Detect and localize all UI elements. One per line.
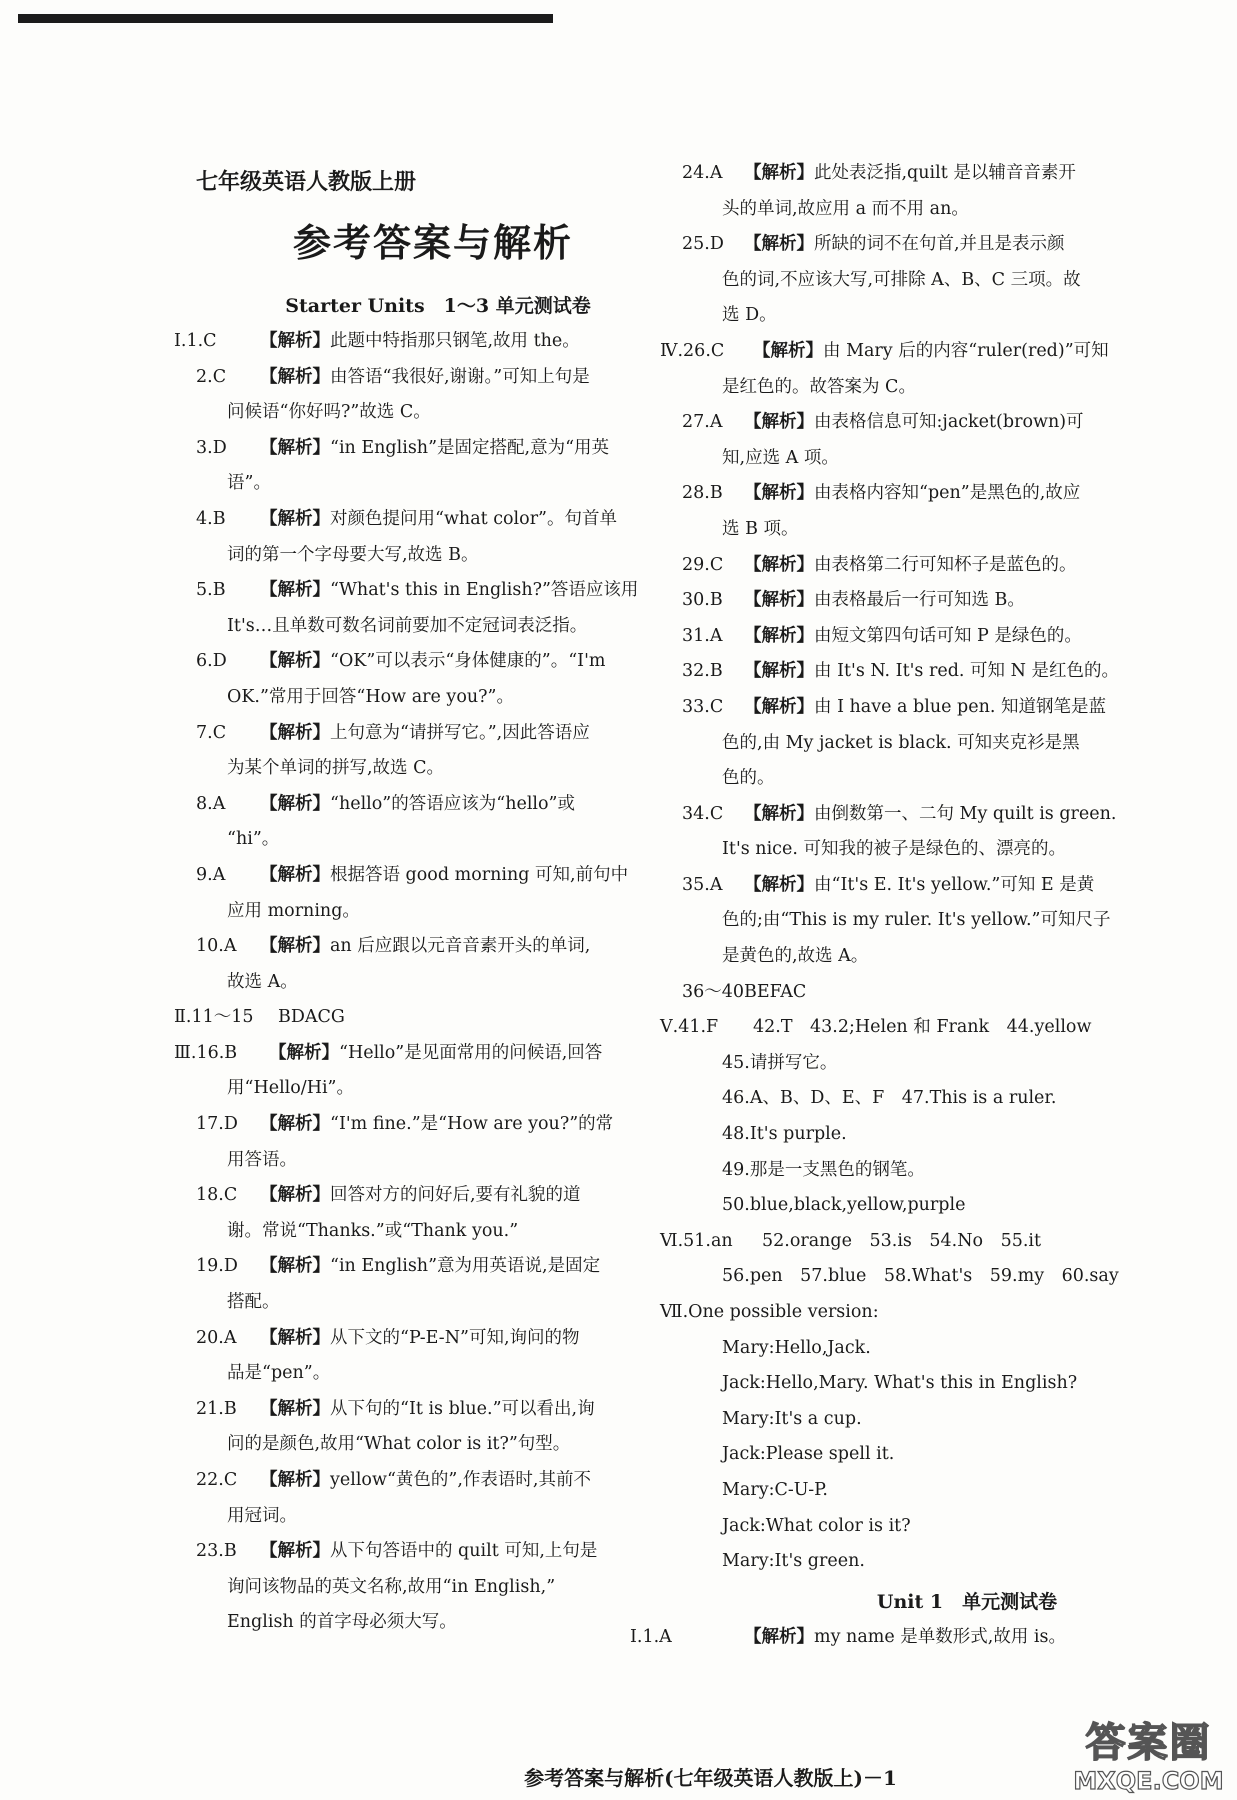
answer-line: Mary:It's green. bbox=[722, 1551, 865, 1572]
answer-item bbox=[722, 1437, 1212, 1473]
answer-item bbox=[722, 1509, 1212, 1545]
answer-item bbox=[722, 1081, 1212, 1117]
answer-item bbox=[196, 573, 680, 644]
answer-line: 49.那是一支黑色的钢笔。 bbox=[722, 1159, 925, 1180]
answer-item bbox=[722, 1331, 1212, 1367]
answer-label: Ⅳ.26.C bbox=[660, 340, 725, 361]
answer-item bbox=[682, 156, 1212, 227]
answer-line: 【解析】由短文第四句话可知 P 是绿色的。 bbox=[744, 625, 1082, 646]
answer-item bbox=[682, 476, 1212, 547]
answer-line: 【解析】由表格内容知“pen”是黑色的,故应 bbox=[744, 483, 1081, 504]
answer-item bbox=[682, 654, 1212, 690]
answer-item bbox=[722, 1188, 1212, 1224]
answer-item bbox=[682, 619, 1212, 655]
answer-line: 语”。 bbox=[227, 473, 271, 494]
book-subtitle: 七年级英语人教版上册 bbox=[196, 169, 417, 195]
answer-line: 色的词,不应该大写,可排除 A、B、C 三项。故 bbox=[722, 269, 1081, 290]
answer-line: Jack:Hello,Mary. What's this in English? bbox=[722, 1373, 1078, 1394]
answer-item bbox=[174, 324, 680, 360]
answer-line: 【解析】回答对方的问好后,要有礼貌的道 bbox=[260, 1185, 581, 1206]
answer-item bbox=[682, 868, 1212, 975]
answer-line: 【解析】根据答语 good morning 可知,前句中 bbox=[260, 864, 629, 885]
answer-item bbox=[196, 1392, 680, 1463]
answer-line: 【解析】由答语“我很好,谢谢。”可知上句是 bbox=[260, 366, 590, 387]
answer-item bbox=[722, 1153, 1212, 1189]
answer-label: 6.D bbox=[196, 651, 227, 672]
page-title: 参考答案与解析 bbox=[292, 220, 573, 265]
answer-line: It's…且单数可数名词前要加不定冠词表泛指。 bbox=[227, 615, 588, 636]
answer-line: 色的;由“This is my ruler. It's yellow.”可知尺子 bbox=[722, 910, 1111, 931]
answer-line: 【解析】yellow“黄色的”,作表语时,其前不 bbox=[260, 1470, 591, 1490]
answer-label: Ⅴ.41.F bbox=[660, 1017, 719, 1038]
answer-line: 知,应选 A 项。 bbox=[722, 447, 839, 468]
answer-line: 【解析】由 It's N. It's red. 可知 N 是红色的。 bbox=[744, 661, 1119, 682]
answer-line: 【解析】由 Mary 后的内容“ruler(red)”可知 bbox=[753, 340, 1109, 361]
answer-item bbox=[682, 690, 1212, 797]
answer-line: 【解析】由表格第二行可知杯子是蓝色的。 bbox=[744, 554, 1077, 575]
answer-label: 23.B bbox=[196, 1541, 237, 1562]
left-column bbox=[174, 156, 680, 1641]
section-heading-starter: Starter Units 1～3 单元测试卷 bbox=[285, 295, 591, 317]
answer-item bbox=[196, 929, 680, 1000]
answer-item bbox=[722, 1259, 1212, 1295]
answer-item bbox=[196, 787, 680, 858]
answer-item bbox=[722, 1117, 1212, 1153]
answer-line: 【解析】由表格信息可知:jacket(brown)可 bbox=[744, 412, 1084, 433]
answer-line: 【解析】从下文的“P-E-N”可知,询问的物 bbox=[260, 1327, 580, 1348]
answer-item bbox=[722, 1402, 1212, 1438]
answer-item bbox=[682, 227, 1212, 334]
answer-item bbox=[682, 583, 1212, 619]
answer-line: 词的第一个字母要大写,故选 B。 bbox=[227, 544, 479, 565]
answer-line: 【解析】由 I have a blue pen. 知道钢笔是蓝 bbox=[744, 696, 1106, 717]
answer-item bbox=[722, 1473, 1212, 1509]
answer-label: 25.D bbox=[682, 234, 724, 255]
answer-item bbox=[196, 1107, 680, 1178]
answer-list-unit1 bbox=[630, 1620, 1212, 1656]
answer-line: 谢。常说“Thanks.”或“Thank you.” bbox=[227, 1220, 519, 1241]
answer-label: 17.D bbox=[196, 1114, 238, 1135]
answer-line: 询问该物品的英文名称,故用“in English,” bbox=[227, 1576, 556, 1597]
watermark-logo-bottom: MXQE.COM bbox=[1073, 1767, 1224, 1795]
answer-label: 8.A bbox=[196, 793, 226, 814]
answer-line: 【解析】由“It's E. It's yellow.”可知 E 是黄 bbox=[744, 874, 1095, 895]
answer-label: 30.B bbox=[682, 590, 723, 611]
answer-label: 35.A bbox=[682, 874, 723, 895]
answer-label: Ⅰ.1.C bbox=[174, 331, 217, 351]
right-column bbox=[630, 156, 1212, 1655]
answer-line: 48.It's purple. bbox=[722, 1124, 847, 1145]
answer-line: English 的首字母必须大写。 bbox=[227, 1612, 457, 1633]
answer-line: 【解析】“hello”的答语应该为“hello”或 bbox=[260, 793, 575, 814]
answer-label: 19.D bbox=[196, 1256, 238, 1277]
answer-line: 是红色的。故答案为 C。 bbox=[722, 376, 916, 397]
answer-line: 问的是颜色,故用“What color is it?”句型。 bbox=[227, 1434, 571, 1455]
answer-line: 色的。 bbox=[722, 768, 775, 789]
answer-line: Mary:Hello,Jack. bbox=[722, 1337, 871, 1358]
answer-line: 用答语。 bbox=[227, 1149, 297, 1170]
answer-item bbox=[196, 1178, 680, 1249]
answer-label: 4.B bbox=[196, 508, 226, 529]
answer-item bbox=[722, 1366, 1212, 1402]
answer-label: 21.B bbox=[196, 1398, 237, 1419]
answer-line: 52.orange 53.is 54.No 55.it bbox=[762, 1230, 1042, 1251]
answer-line: 【解析】由表格最后一行可知选 B。 bbox=[744, 590, 1025, 611]
answer-item bbox=[196, 1534, 680, 1641]
answer-line: 问候语“你好吗?”故选 C。 bbox=[227, 402, 431, 423]
answer-list-left bbox=[174, 324, 680, 1641]
answer-label: Ⅲ.16.B bbox=[174, 1042, 238, 1063]
answer-line: 搭配。 bbox=[227, 1292, 280, 1313]
answer-line: 应用 morning。 bbox=[227, 900, 360, 921]
answer-label: 7.C bbox=[196, 722, 227, 743]
answer-item bbox=[196, 1249, 680, 1320]
answer-line: 【解析】my name 是单数形式,故用 is。 bbox=[744, 1626, 1066, 1647]
answer-item bbox=[196, 716, 680, 787]
answer-item bbox=[682, 548, 1212, 584]
answer-line: 品是“pen”。 bbox=[227, 1363, 331, 1384]
answer-line: 【解析】此处表泛指,quilt 是以辅音音素开 bbox=[744, 163, 1076, 183]
answer-line: 【解析】“Hello”是见面常用的问候语,回答 bbox=[269, 1042, 603, 1063]
watermark-logo-top: 答案圈 bbox=[1085, 1719, 1212, 1766]
answer-item bbox=[196, 431, 680, 502]
answer-line: 选 D。 bbox=[722, 305, 777, 326]
answer-line: OK.”常用于回答“How are you?”。 bbox=[227, 686, 514, 707]
answer-line: 用冠词。 bbox=[227, 1505, 297, 1526]
answer-line: BEFAC bbox=[744, 981, 807, 1002]
section-heading-unit1: Unit 1 单元测试卷 bbox=[876, 1590, 1058, 1613]
answer-label: Ⅶ.One possible version: bbox=[660, 1302, 879, 1322]
answer-item bbox=[722, 1046, 1212, 1082]
answer-line: 为某个单词的拼写,故选 C。 bbox=[227, 758, 445, 779]
answer-label: 5.B bbox=[196, 580, 226, 601]
answer-line: 用“Hello/Hi”。 bbox=[227, 1078, 354, 1099]
page-footer: 参考答案与解析(七年级英语人教版上)－1 bbox=[524, 1766, 897, 1790]
answer-label: 36～40 bbox=[682, 981, 745, 1002]
answer-line: “hi”。 bbox=[227, 829, 280, 850]
answer-label: 10.A bbox=[196, 936, 237, 957]
answer-label: 27.A bbox=[682, 412, 723, 433]
site-watermark-logo bbox=[1066, 1720, 1231, 1798]
answer-line: It's nice. 可知我的被子是绿色的、漂亮的。 bbox=[722, 839, 1066, 860]
answer-line: 56.pen 57.blue 58.What's 59.my 60.say bbox=[722, 1266, 1119, 1287]
answer-line: Mary:It's a cup. bbox=[722, 1408, 862, 1429]
top-rule bbox=[18, 14, 553, 23]
answer-label: 32.B bbox=[682, 661, 723, 682]
answer-item bbox=[660, 1224, 1212, 1260]
answer-line: BDACG bbox=[278, 1007, 345, 1028]
answer-label: 24.A bbox=[682, 163, 723, 183]
answer-line: 色的,由 My jacket is black. 可知夹克衫是黑 bbox=[722, 732, 1080, 753]
answer-label: 31.A bbox=[682, 625, 723, 646]
answer-label: Ⅱ.11～15 bbox=[174, 1007, 254, 1028]
answer-line: 【解析】从下句答语中的 quilt 可知,上句是 bbox=[260, 1541, 598, 1562]
answer-line: 45.请拼写它。 bbox=[722, 1052, 838, 1073]
answer-line: 【解析】所缺的词不在句首,并且是表示颜 bbox=[744, 234, 1065, 255]
answer-label: 28.B bbox=[682, 483, 723, 504]
answer-item bbox=[682, 797, 1212, 868]
answer-line: 42.T 43.2;Helen 和 Frank 44.yellow bbox=[753, 1017, 1092, 1038]
answer-line: 【解析】“OK”可以表示“身体健康的”。“I'm bbox=[260, 651, 606, 672]
answer-line: 【解析】an 后应跟以元音音素开头的单词, bbox=[260, 936, 591, 957]
answer-item bbox=[174, 1036, 680, 1107]
answer-item bbox=[196, 644, 680, 715]
answer-line: 选 B 项。 bbox=[722, 518, 799, 539]
answer-list-right bbox=[660, 156, 1212, 1580]
answer-line: 【解析】上句意为“请拼写它。”,因此答语应 bbox=[260, 722, 590, 743]
answer-label: Ⅵ.51.an bbox=[660, 1230, 733, 1251]
answer-item bbox=[722, 1544, 1212, 1580]
answer-label: 33.C bbox=[682, 696, 724, 717]
answer-line: 50.blue,black,yellow,purple bbox=[722, 1195, 966, 1216]
answer-line: Jack:What color is it? bbox=[722, 1515, 911, 1536]
answer-line: 故选 A。 bbox=[227, 971, 298, 992]
answer-line: 【解析】“in English”是固定搭配,意为“用英 bbox=[260, 437, 610, 458]
answer-item bbox=[196, 1463, 680, 1534]
answer-label: 18.C bbox=[196, 1185, 238, 1206]
answer-label: 34.C bbox=[682, 803, 724, 824]
answer-item bbox=[174, 1000, 680, 1036]
answer-item bbox=[196, 502, 680, 573]
answer-line: 46.A、B、D、E、F 47.This is a ruler. bbox=[722, 1088, 1057, 1109]
answer-item bbox=[196, 1321, 680, 1392]
answer-line: 【解析】“What's this in English?”答语应该用 bbox=[260, 580, 639, 601]
answer-item bbox=[660, 1295, 1212, 1331]
answer-item bbox=[196, 360, 680, 431]
answer-label: 22.C bbox=[196, 1470, 238, 1490]
answer-label: 20.A bbox=[196, 1327, 237, 1348]
answer-line: 【解析】“in English”意为用英语说,是固定 bbox=[260, 1256, 601, 1277]
answer-item bbox=[682, 975, 1212, 1011]
answer-label: 9.A bbox=[196, 864, 226, 885]
answer-item bbox=[682, 405, 1212, 476]
answer-line: Mary:C-U-P. bbox=[722, 1479, 828, 1500]
answer-item bbox=[660, 334, 1212, 405]
answer-item bbox=[630, 1620, 1212, 1656]
answer-line: 是黄色的,故选 A。 bbox=[722, 946, 869, 967]
answer-line: Jack:Please spell it. bbox=[722, 1444, 895, 1465]
answer-item bbox=[660, 1010, 1212, 1046]
answer-label: 2.C bbox=[196, 366, 227, 387]
answer-line: 头的单词,故应用 a 而不用 an。 bbox=[722, 198, 969, 219]
answer-label: Ⅰ.1.A bbox=[630, 1626, 672, 1647]
answer-line: 【解析】此题中特指那只钢笔,故用 the。 bbox=[260, 331, 580, 351]
answer-line: 【解析】对颜色提问用“what color”。句首单 bbox=[260, 508, 618, 529]
answer-line: 【解析】从下句的“It is blue.”可以看出,询 bbox=[260, 1398, 595, 1419]
answer-line: 【解析】“I'm fine.”是“How are you?”的常 bbox=[260, 1114, 614, 1135]
answer-label: 29.C bbox=[682, 554, 724, 575]
answer-label: 3.D bbox=[196, 437, 227, 458]
answer-line: 【解析】由倒数第一、二句 My quilt is green. bbox=[744, 803, 1117, 824]
answer-item bbox=[196, 858, 680, 929]
